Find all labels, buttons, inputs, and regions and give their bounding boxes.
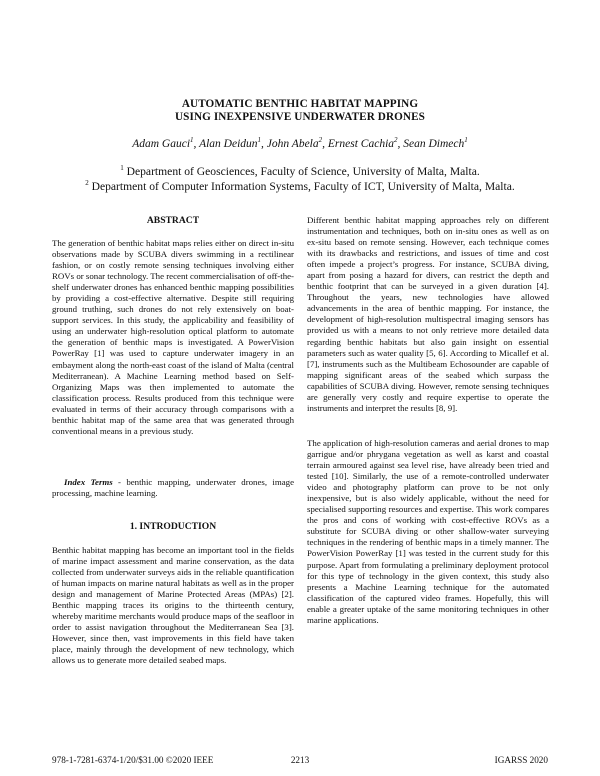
author-name: John Abela [266, 138, 319, 150]
author-affil-mark: 1 [257, 136, 262, 145]
author-name: Adam Gauci [132, 138, 191, 150]
footer-conference: IGARSS 2020 [494, 755, 548, 765]
abstract-heading: ABSTRACT [146, 215, 200, 226]
author-name: Alan Deidun [199, 138, 258, 150]
author-list: Adam Gauci$^1$, Alan Deidun$^1$, John Abela$^2$, Ernest Cachia$^2$, Sean Dimech$^1$ [132, 136, 468, 150]
footer-page-number: 2213 [290, 755, 310, 765]
author-affil-mark: 2 [318, 136, 323, 145]
abstract-text: The generation of benthic habitat maps relies either on direct in-situ observations made by SCUBA divers swimming in a rectilinear fashion, or on costly remote sensing techniques involving either ROVs or sonar technology. The recent commercialisation of off-the-shelf underwater drones has enhanced benthic mapping possibilities by providing a cost-effective alternative. Despite still requiring ground truthing, such drones do not rely extensively on boat-support services. In this study, the applicability and feasibility of using an underwater high-resolution optical platform to automate the generation of benthic maps is investigated. A PowerVision PowerRay [1] was used to capture underwater imagery in an embayment along the north-east coast of the island of Malta (central Mediterranean). A Machine Learning method based on Self-Organizing Maps was then implemented to automate the classification process. Results produced from this technique were evaluated in terms of their accuracy through comparisons with a benthic habitat map of the same area that was generated through conventional means in a previous study. [52, 238, 294, 436]
author-affil-mark: 2 [394, 136, 398, 145]
index-terms [52, 477, 294, 499]
author-affil-mark: 1 [190, 136, 194, 145]
affiliation-1 [0, 165, 600, 178]
index-terms-label: Index Terms [64, 477, 113, 487]
affil-mark: 2 [85, 179, 89, 188]
introduction-heading: 1. INTRODUCTION [129, 521, 217, 532]
author-name: Ernest Cachia [327, 138, 395, 150]
affil-mark: 1 [120, 164, 124, 173]
author-affil-mark: 1 [464, 136, 468, 145]
right-column-para-2: The application of high-resolution cameras and aerial drones to map garrigue and/or phrygana vegetation as well as karst and coastal terrain armoured against sea level rise, have already been tried and tested [10]. Similarly, the use of a remote-controlled underwater video and photography platform can prove to be not only inexpensive, but is also widely applicable, without the need for specialised supporting resources and expertise. This work compares the pros and cons of working with cost-effective ROVs as a substitute for SCUBA diving or other shallow-water surveying techniques in the rendering of benthic maps in a timely manner. The PowerVision PowerRay [1] was tested in the current study for this purpose. Apart from formulating a preliminary deployment protocol for this type of technology in the given context, this study also presents a Machine Learning technique for the automated classification of the captured video frames. Hopefully, this will enable a greater uptake of the same monitoring techniques in other marine applications. [307, 438, 549, 625]
paper-title-line2: USING INEXPENSIVE UNDERWATER DRONES [175, 111, 425, 123]
affiliation-2 [0, 180, 600, 193]
introduction-para-1: Benthic habitat mapping has become an important tool in the fields of marine impact assessment and marine conservation, as the data collected from underwater surveys aids in the reliable quantification of human impacts on marine natural habitats as well as in the proper design and management of Marine Protected Areas (MPAs) [2]. Benthic mapping traces its origins to the thirteenth century, whereby maritime merchants would produce maps of the seafloor in order to assist navigation throughout the Mediterranean Sea [3]. However, since then, vast improvements in this field have taken place, mainly through the development of new technology, which allows us to generate more detailed seabed maps. [52, 545, 294, 666]
affil-text: Department of Computer Information Systems, Faculty of ICT, University of Malta, Malta. [91, 180, 515, 193]
footer-isbn: 978-1-7281-6374-1/20/$31.00 ©2020 IEEE [52, 755, 214, 765]
affil-text: Department of Geosciences, Faculty of Science, University of Malta, Malta. [126, 165, 480, 178]
paper-title-line1: AUTOMATIC BENTHIC HABITAT MAPPING [181, 98, 419, 110]
index-terms-text: - benthic mapping, underwater drones, image processing, machine learning. [52, 477, 294, 499]
author-name: Sean Dimech [403, 138, 465, 150]
right-column-para-1: Different benthic habitat mapping approaches rely on different instrumentation and techniques, both on in-situ ones as well as on ex-situ based on remote sensing. However, each technique comes with its drawbacks and restrictions, and issues of time and cost often impede a project’s progress. For instance, SCUBA diving, apart from posing a hazard for divers, can restrict the depth and benthic footprint that can be surveyed in a given duration [4]. Throughout the years, new technologies have allowed advancements in the area of benthic mapping. For instance, the development of high-resolution multispectral imaging sensors has provided us with a means to not only retrieve more detailed data regarding benthic habitats but also gain insight on essential parameters such as water quality [5, 6]. According to Micallef et al. [7], instruments such as the Multibeam Echosounder are capable of mapping significant areas of the seabed which surpass the capabilities of SCUBA diving. However, remote sensing techniques are generally very costly and require expertise to operate the instruments and interpret the results [8, 9]. [307, 215, 549, 413]
